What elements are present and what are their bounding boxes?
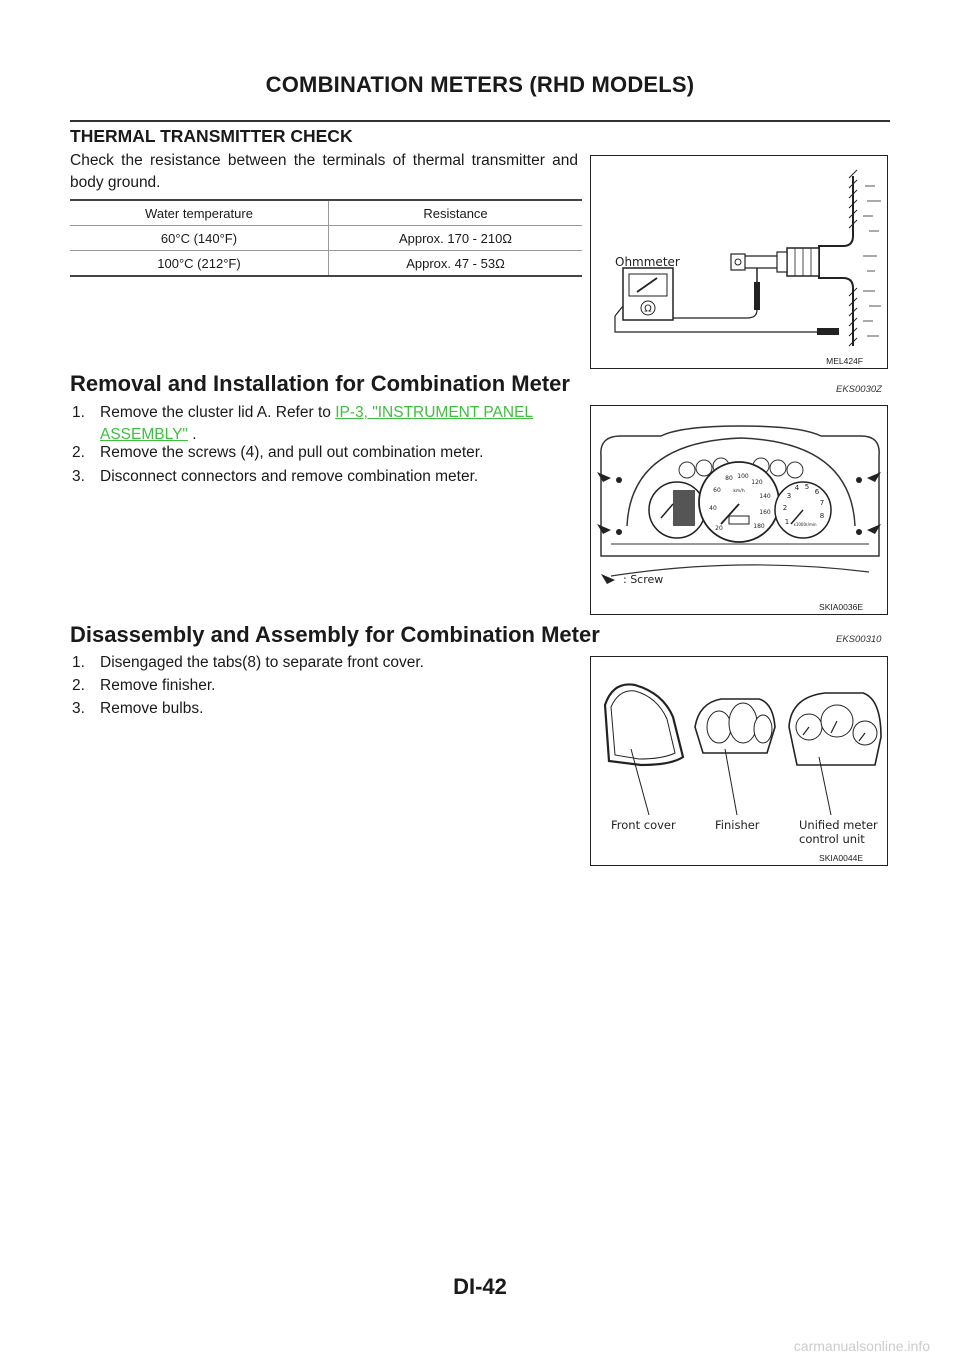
table-cell: Approx. 170 - 210Ω xyxy=(398,230,513,246)
step-text: Disconnect connectors and remove combination meter. xyxy=(100,468,479,485)
finisher-label: Finisher xyxy=(715,818,760,832)
ohmmeter-label: Ohmmeter xyxy=(615,255,680,269)
speedo-mark: 60 xyxy=(713,487,721,494)
ohm-symbol: Ω xyxy=(644,303,652,315)
removal-code: EKS0030Z xyxy=(836,384,882,395)
page-title: COMBINATION METERS (RHD MODELS) xyxy=(265,72,695,97)
thermal-transmitter-figure xyxy=(590,155,888,369)
front-cover-label: Front cover xyxy=(611,818,676,832)
table-row xyxy=(70,251,582,276)
list-item xyxy=(72,652,582,674)
step-number: 1. xyxy=(72,654,85,671)
step-text: Remove the cluster lid A. Refer to xyxy=(100,404,336,421)
speedo-unit: km/h xyxy=(733,489,745,494)
combination-meter-figure xyxy=(590,405,888,615)
speedo-mark: 180 xyxy=(753,523,765,530)
speedo-mark: 40 xyxy=(709,505,717,512)
step-number: 1. xyxy=(72,404,85,421)
instrument-panel-link[interactable]: IP-3, "INSTRUMENT PANEL xyxy=(335,404,534,421)
thermal-check-heading: THERMAL TRANSMITTER CHECK xyxy=(70,126,353,146)
list-item xyxy=(72,698,582,720)
table-header-row xyxy=(70,201,582,226)
resistance-table xyxy=(70,199,582,277)
instrument-panel-link-cont[interactable]: ASSEMBLY" xyxy=(100,426,188,443)
table-header-temp: Water temperature xyxy=(70,201,329,226)
speedo-mark: 120 xyxy=(751,479,763,486)
meter-screw-diagram xyxy=(591,406,887,614)
tacho-mark: 5 xyxy=(804,483,810,491)
speedo-mark: 160 xyxy=(759,509,771,516)
meter-exploded-figure xyxy=(590,656,888,866)
screw-legend: : Screw xyxy=(623,573,664,586)
page-number: DI-42 xyxy=(453,1274,507,1299)
unit-label-line2: control unit xyxy=(799,832,865,846)
disassembly-heading: Disassembly and Assembly for Combination Meter xyxy=(70,622,600,647)
speedo-mark: 140 xyxy=(759,493,771,500)
tacho-mark: 2 xyxy=(782,504,788,512)
table-cell: 60°C (140°F) xyxy=(70,226,329,251)
list-item xyxy=(72,402,582,446)
removal-heading: Removal and Installation for Combination Meter xyxy=(70,371,570,396)
tacho-mark: 7 xyxy=(819,499,825,507)
watermark: carmanualsonline.info xyxy=(793,1338,930,1354)
tacho-mark: 8 xyxy=(819,512,825,520)
tacho-unit: x1000r/min xyxy=(793,522,817,527)
step-number: 2. xyxy=(72,677,85,694)
unit-label-line1: Unified meter xyxy=(799,818,878,832)
figure-code: SKIA0044E xyxy=(819,853,863,863)
table-cell: 100°C (212°F) xyxy=(70,251,329,276)
step-number: 3. xyxy=(72,700,85,717)
tacho-mark: 3 xyxy=(786,492,792,500)
figure-code: MEL424F xyxy=(826,356,863,366)
list-item xyxy=(72,442,582,464)
header-rule xyxy=(70,120,890,122)
speedo-mark: 100 xyxy=(737,473,749,480)
step-text: Remove the screws (4), and pull out combination meter. xyxy=(100,444,484,461)
figure-code: SKIA0036E xyxy=(819,602,863,612)
table-row xyxy=(70,226,582,251)
tacho-mark: 1 xyxy=(784,518,790,526)
list-item xyxy=(72,466,582,488)
speedo-mark: 80 xyxy=(725,475,733,482)
ohmmeter-diagram xyxy=(591,156,887,368)
step-text: Disengaged the tabs(8) to separate front cover. xyxy=(100,654,424,671)
step-text: Remove bulbs. xyxy=(100,700,204,717)
tacho-mark: 4 xyxy=(794,484,800,492)
table-header-resistance: Resistance xyxy=(423,205,488,221)
tacho-mark: 6 xyxy=(814,488,820,496)
step-number: 2. xyxy=(72,444,85,461)
disassembly-code: EKS00310 xyxy=(836,634,882,645)
step-number: 3. xyxy=(72,468,85,485)
table-cell: Approx. 47 - 53Ω xyxy=(406,255,505,271)
thermal-check-text: Check the resistance between the terminals of thermal transmitter and body ground. xyxy=(70,152,578,191)
list-item xyxy=(72,675,582,697)
exploded-view-diagram xyxy=(591,657,887,865)
speedo-mark: 20 xyxy=(715,525,723,532)
step-text: Remove finisher. xyxy=(100,677,216,694)
step-text-end: . xyxy=(187,426,197,443)
